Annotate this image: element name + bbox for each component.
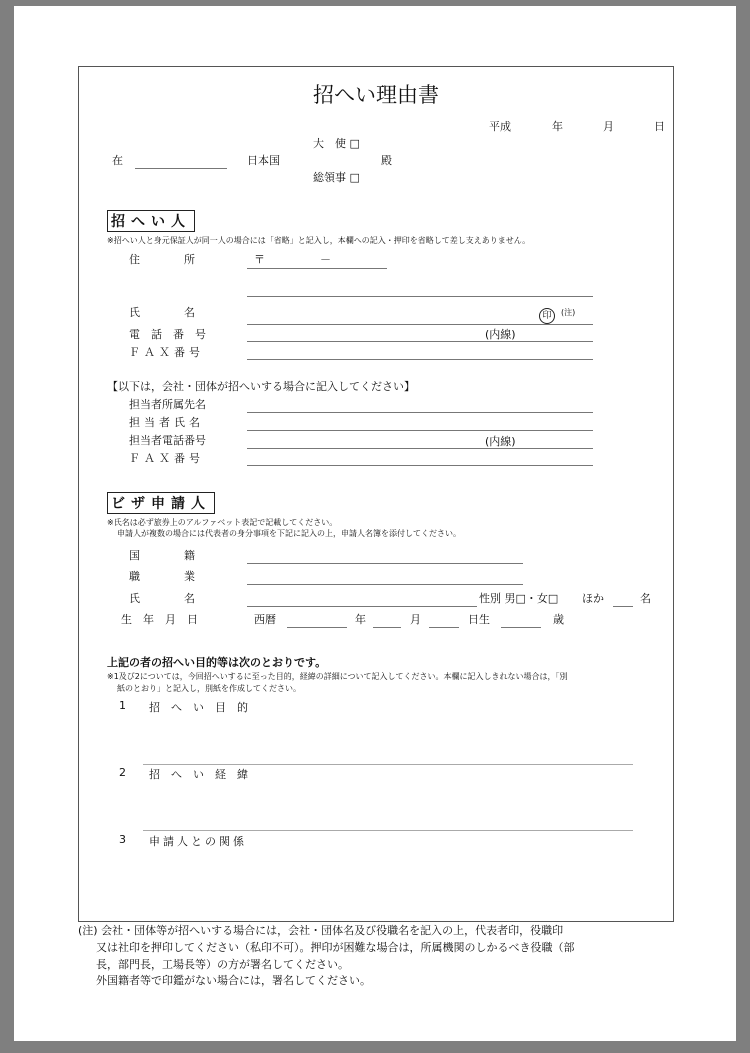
applicant-name-line[interactable] [247, 606, 477, 607]
addressee-country: 日本国 [247, 154, 280, 167]
dob-year: 年 [355, 613, 366, 626]
date-era: 平成 [489, 120, 511, 133]
footnote-line-1: (注) 会社・団体等が招へいする場合には，会社・団体名及び役職名を記入の上，代表者印，役職印 [78, 924, 564, 937]
item-2-line[interactable] [143, 830, 633, 831]
address-line[interactable] [247, 296, 593, 297]
addressee-prefix: 在 [112, 154, 123, 167]
occupation-label: 職 業 [129, 570, 195, 583]
others-label: ほか [582, 592, 604, 605]
applicant-note-2: 申請人が複数の場合には代表者の身分事項を下記に記入の上，申請人名簿を添付してください。 [117, 529, 461, 538]
footnote-line-2: 又は社印を押印してください（私印不可）。押印が困難な場合は，所属機関のしかるべき役職（部 [96, 941, 575, 954]
postal-line[interactable] [247, 268, 387, 269]
company-note: 【以下は，会社・団体が招へいする場合に記入してください】 [107, 380, 415, 393]
purpose-heading: 上記の者の招へい目的等は次のとおりです。 [107, 656, 327, 669]
dob-label: 生 年 月 日 [121, 613, 198, 626]
consul-check[interactable]: 総領事 □ [313, 171, 360, 184]
item-1-line[interactable] [143, 764, 633, 765]
name-line[interactable] [247, 324, 593, 325]
staff-fax-label: ＦＡＸ番号 [129, 452, 204, 465]
phone-line[interactable] [247, 341, 593, 342]
inviter-fax-label: ＦＡＸ番号 [129, 346, 204, 359]
form-frame [78, 66, 674, 922]
document-title: 招へい理由書 [313, 83, 439, 107]
inviter-extension: (内線) [485, 328, 516, 341]
seal-mark [539, 303, 555, 324]
date-month: 月 [603, 120, 614, 133]
dob-month: 月 [410, 613, 421, 626]
age-label: 歳 [553, 613, 564, 626]
inviter-name-label: 氏 名 [129, 306, 195, 319]
staff-fax-line[interactable] [247, 465, 593, 466]
nationality-label: 国 籍 [129, 549, 195, 562]
inviter-address-label: 住 所 [129, 253, 195, 266]
dob-day-line[interactable] [429, 627, 459, 628]
staff-name-label: 担当者氏名 [129, 416, 204, 429]
western-era: 西暦 [254, 613, 276, 626]
others-count-line[interactable] [613, 606, 633, 607]
document-page [14, 6, 736, 1041]
inviter-note: ※招へい人と身元保証人が同一人の場合には「省略」と記入し，本欄への記入・押印を省略して差し支えありません。 [107, 236, 531, 245]
date-day: 日 [654, 120, 665, 133]
staff-extension: (内線) [485, 435, 516, 448]
inviter-phone-label: 電 話 番 号 [129, 328, 206, 341]
addressee-place-line[interactable] [135, 168, 227, 169]
people-label: 名 [640, 592, 651, 605]
footnote-line-3: 長，部門長，工場長等）の方が署名してください。 [96, 958, 349, 971]
item-3-number: 3 [119, 833, 126, 846]
dob-year-line[interactable] [287, 627, 347, 628]
item-3-label: 申請人との関係 [149, 835, 247, 848]
fax-line[interactable] [247, 359, 593, 360]
staff-phone-label: 担当者電話番号 [129, 434, 206, 447]
purpose-note-1: ※1及び2については，今回招へいするに至った目的，経緯の詳細について記入してください。本欄に記入しきれない場合は，「別 [107, 672, 568, 681]
applicant-name-label: 氏 名 [129, 592, 195, 605]
item-2-label: 招 へ い 経 緯 [149, 768, 248, 781]
staff-dept-label: 担当者所属先名 [129, 398, 206, 411]
item-2-number: 2 [119, 766, 126, 779]
dob-born: 日生 [468, 613, 490, 626]
seal-circle: 印 [539, 308, 555, 324]
sex-checkboxes[interactable]: 性別 男□・女□ [479, 592, 559, 605]
footnote-line-4: 外国籍者等で印鑑がない場合には，署名してください。 [96, 974, 371, 987]
occupation-line[interactable] [247, 584, 523, 585]
ambassador-check[interactable]: 大 使 □ [313, 137, 360, 150]
applicant-heading: ビザ申請人 [107, 492, 215, 514]
purpose-note-2: 紙のとおり」と記入し，別紙を作成してください。 [117, 684, 301, 693]
staff-phone-line[interactable] [247, 448, 593, 449]
item-1-number: 1 [119, 699, 126, 712]
postal-mark: 〒 － [254, 253, 331, 266]
item-1-label: 招 へ い 目 的 [149, 701, 248, 714]
date-year: 年 [552, 120, 563, 133]
applicant-note-1: ※氏名は必ず旅券上のアルファベット表記で記載してください。 [107, 518, 338, 527]
age-line[interactable] [501, 627, 541, 628]
nationality-line[interactable] [247, 563, 523, 564]
addressee-honorific: 殿 [381, 154, 392, 167]
seal-note: (注) [561, 308, 576, 317]
staff-dept-line[interactable] [247, 412, 593, 413]
dob-month-line[interactable] [373, 627, 401, 628]
inviter-heading: 招へい人 [107, 210, 195, 232]
staff-name-line[interactable] [247, 430, 593, 431]
